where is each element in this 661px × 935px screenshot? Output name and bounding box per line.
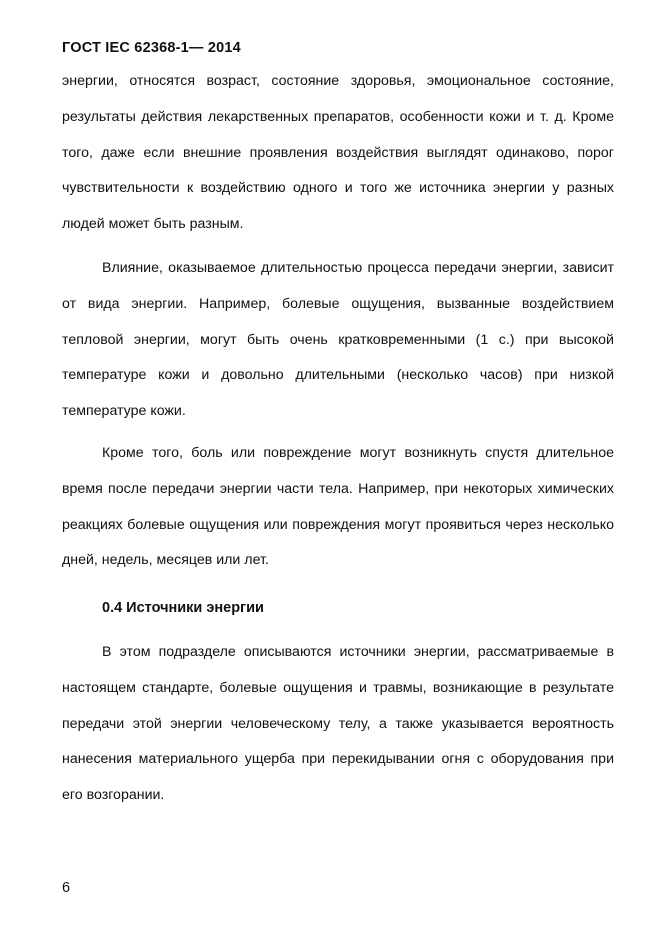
document-header: ГОСТ IEC 62368-1— 2014 [62,40,241,56]
paragraph-continuation: энергии, относятся возраст, состояние здоровья, эмоциональное состояние, результаты действия лекарственных препаратов, особенности кожи и т. д. Кроме того, даже если внешние проявления воздействия выглядят одинаково, порог чувствительности к воздействию одного и того же источника энергии у разных людей может быть разным. [62,73,614,233]
section-heading: 0.4 Источники энергии [102,600,264,616]
paragraph-duration-influence: Влияние, оказываемое длительностью процесса передачи энергии, зависит от вида энергии. Например, болевые ощущения, вызванные воздействием тепловой энергии, могут быть очень кратковременными (1 с.) при высокой температуре кожи и довольно длительными (несколько часов) при низкой температуре кожи. [62,260,614,420]
paragraph-delayed-injury: Кроме того, боль или повреждение могут возникнуть спустя длительное время после передачи энергии части тела. Например, при некоторых химических реакциях болевые ощущения или повреждения могут проявиться через несколько дней, недель, месяцев или лет. [62,445,614,569]
paragraph-energy-sources: В этом подразделе описываются источники энергии, рассматриваемые в настоящем стандарте, болевые ощущения и травмы, возникающие в результате передачи этой энергии человеческому телу, а также указывается вероятность нанесения материального ущерба при перекидывании огня с оборудования при его возгорании. [62,644,614,804]
page-number: 6 [62,880,71,896]
